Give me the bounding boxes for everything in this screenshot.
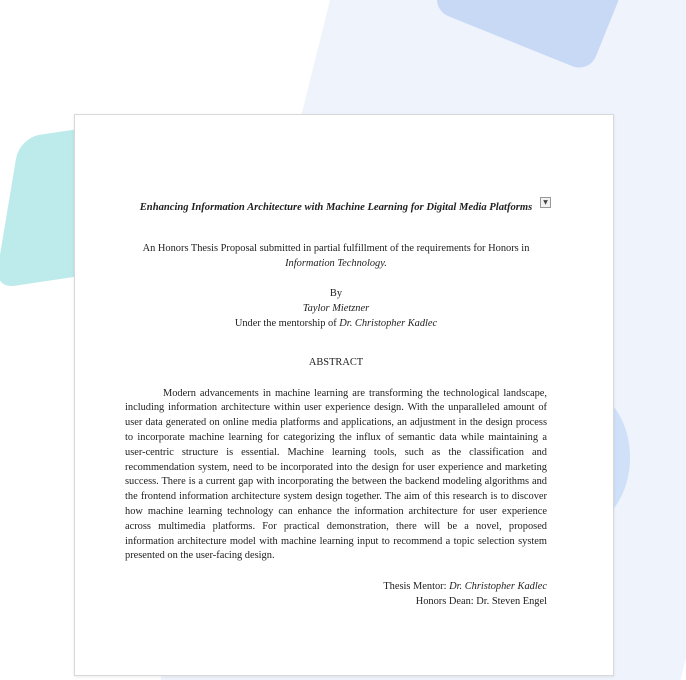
subtitle-field: Information Technology. [285, 257, 387, 269]
signature-block [125, 580, 547, 610]
document-content [125, 201, 547, 610]
honors-dean-label: Honors Dean: [415, 595, 477, 607]
mentor-name: Dr. Christopher Kadlec [339, 317, 438, 329]
document-page [74, 114, 614, 676]
by-label: By [329, 288, 343, 300]
mentorship-prefix: Under the mentorship of [234, 317, 340, 329]
abstract-heading: ABSTRACT [308, 356, 364, 368]
byline [125, 287, 547, 331]
thesis-mentor-line [125, 580, 547, 595]
mentorship-line [125, 317, 547, 332]
honors-dean-line [125, 595, 547, 610]
thesis-mentor-name: Dr. Christopher Kadlec [449, 581, 547, 593]
honors-dean-name: Dr. Steven Engel [476, 595, 547, 607]
abstract-body: Modern advancements in machine learning are transforming the technological landscape, including information architecture within user experience design. With the unparalleled amount of user data generated on online media platforms and applications, an adjustment in the design process to incorporate machine learning for categorizing the influx of semantic data while maintaining a user-centric structure is essential. Machine learning tools, such as the classification and recommendation system, need to be incorporated into the design for user experience and marketing success. There is a current gap with incorporating the between the backend modeling algorithms and the frontend information architecture system design together. The aim of this research is to discover how machine learning technology can enhance the information architecture for user experience across multimedia platforms. For practical demonstration, there will be a novel, proposed information architecture model with machine learning input to recommend a topic selection system presented on the user-facing design. [125, 387, 547, 562]
author-name: Taylor Mietzner [302, 303, 370, 315]
document-title: Enhancing Information Architecture with Machine Learning for Digital Media Platforms [139, 202, 533, 213]
dropdown-icon[interactable]: ▼ [540, 197, 551, 208]
thesis-mentor-label: Thesis Mentor: [383, 581, 450, 593]
subtitle-text: An Honors Thesis Proposal submitted in partial fulfillment of the requirements for Honors in [142, 242, 530, 254]
thesis-subtitle [125, 242, 547, 272]
